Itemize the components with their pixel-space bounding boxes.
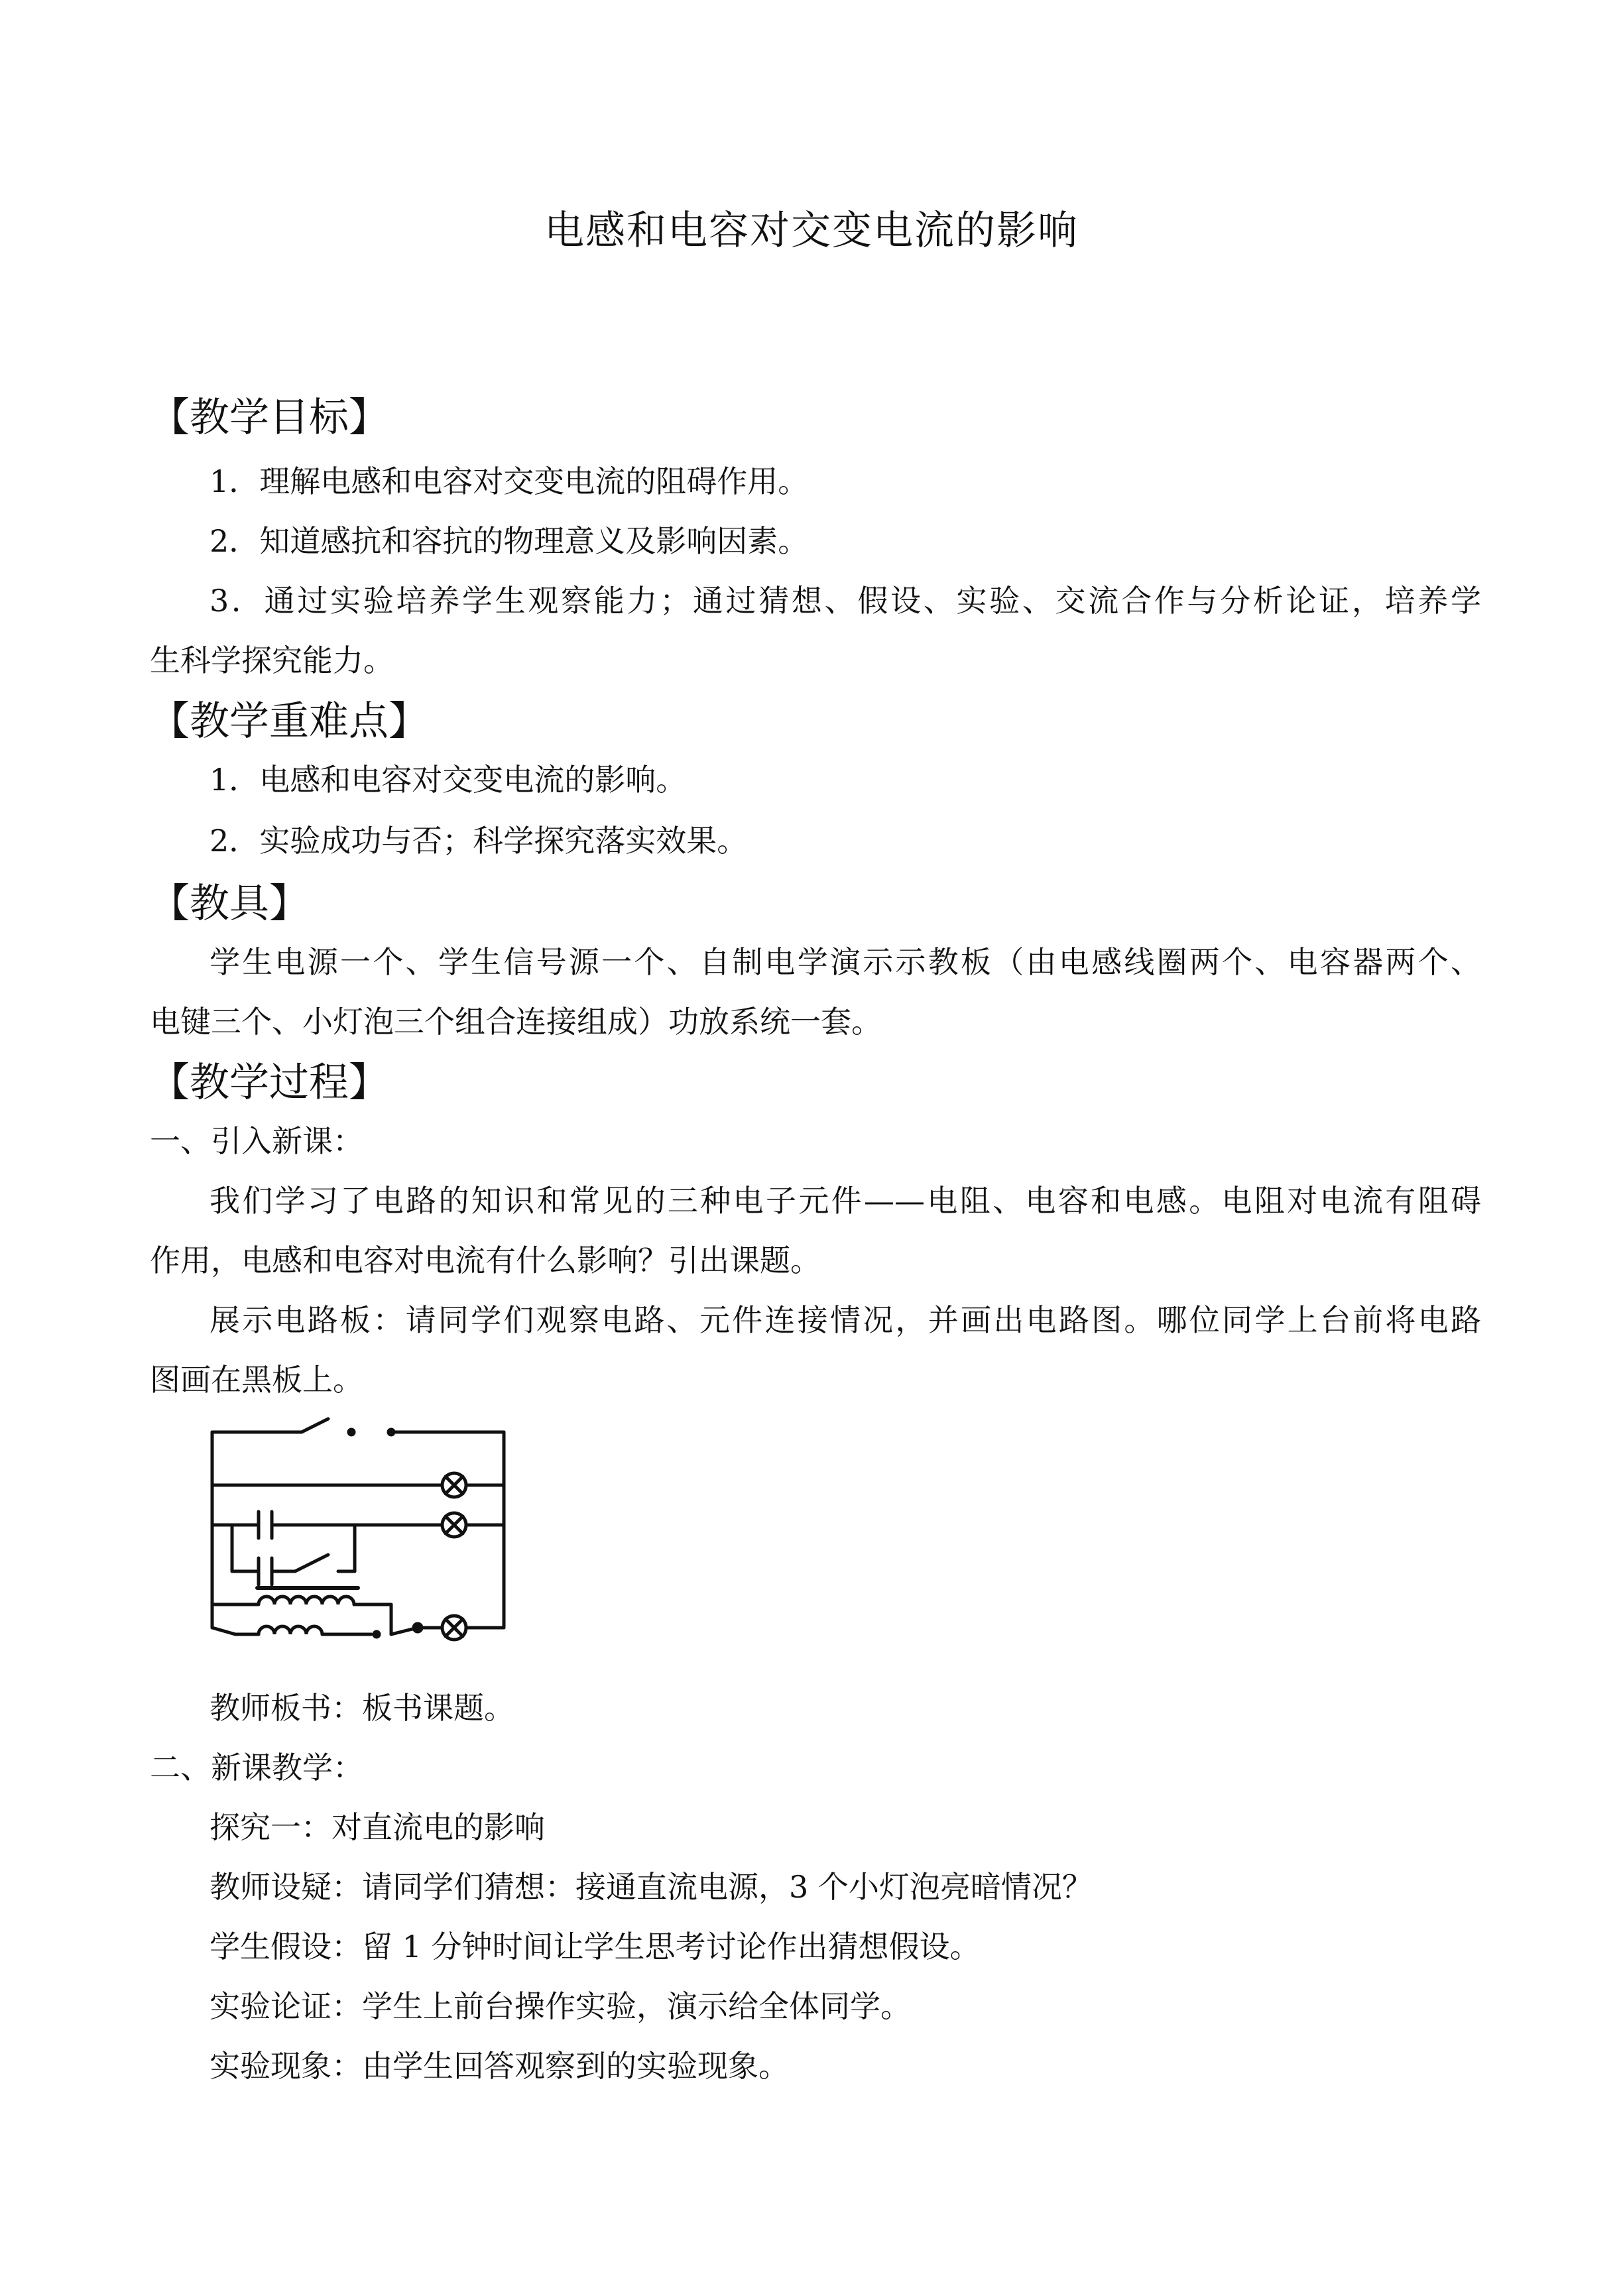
after-figure-text: 教师板书：板书课题。 bbox=[210, 1690, 514, 1726]
tools-line: 电键三个、小灯泡三个组合连接组成）功放系统一套。 bbox=[150, 1004, 882, 1040]
part1-line: 我们学习了电路的知识和常见的三种电子元件——电阻、电容和电感。电阻对电流有阻碍 bbox=[210, 1183, 1481, 1219]
part2-line: 教师设疑：请同学们猜想：接通直流电源，3 个小灯泡亮暗情况？ bbox=[210, 1869, 1093, 1905]
section-heading-goals: 【教学目标】 bbox=[150, 394, 389, 441]
goal-item: 3．通过实验培养学生观察能力；通过猜想、假设、实验、交流合作与分析论证，培养学 bbox=[210, 583, 1481, 619]
section-heading-key-points: 【教学重难点】 bbox=[150, 698, 428, 745]
page-title: 电感和电容对交变电流的影响 bbox=[544, 208, 1079, 254]
section-heading-tools: 【教具】 bbox=[150, 880, 309, 927]
key-point-item: 2．实验成功与否；科学探究落实效果。 bbox=[210, 823, 748, 859]
part1-line: 展示电路板：请同学们观察电路、元件连接情况，并画出电路图。哪位同学上台前将电路 bbox=[210, 1302, 1481, 1338]
goal-item-continued: 生科学探究能力。 bbox=[150, 642, 394, 678]
part2-line: 学生假设：留 1 分钟时间让学生思考讨论作出猜想假设。 bbox=[210, 1929, 981, 1964]
goal-item: 1．理解电感和电容对交变电流的阻碍作用。 bbox=[210, 463, 809, 499]
part2-line: 实验论证：学生上前台操作实验，演示给全体同学。 bbox=[210, 1988, 911, 2024]
section-heading-process: 【教学过程】 bbox=[150, 1059, 389, 1106]
part1-line: 图画在黑板上。 bbox=[150, 1362, 363, 1398]
part2-line: 探究一：对直流电的影响 bbox=[210, 1809, 545, 1845]
part1-heading: 一、引入新课： bbox=[150, 1123, 363, 1159]
part2-heading: 二、新课教学： bbox=[150, 1750, 363, 1785]
part1-line: 作用，电感和电容对电流有什么影响？引出课题。 bbox=[150, 1242, 821, 1278]
tools-line: 学生电源一个、学生信号源一个、自制电学演示示教板（由电感线圈两个、电容器两个、 bbox=[210, 944, 1481, 980]
part2-line: 实验现象：由学生回答观察到的实验现象。 bbox=[210, 2048, 789, 2084]
goal-item: 2．知道感抗和容抗的物理意义及影响因素。 bbox=[210, 523, 809, 559]
circuit-diagram-icon bbox=[199, 1412, 517, 1658]
key-point-item: 1．电感和电容对交变电流的影响。 bbox=[210, 762, 687, 798]
